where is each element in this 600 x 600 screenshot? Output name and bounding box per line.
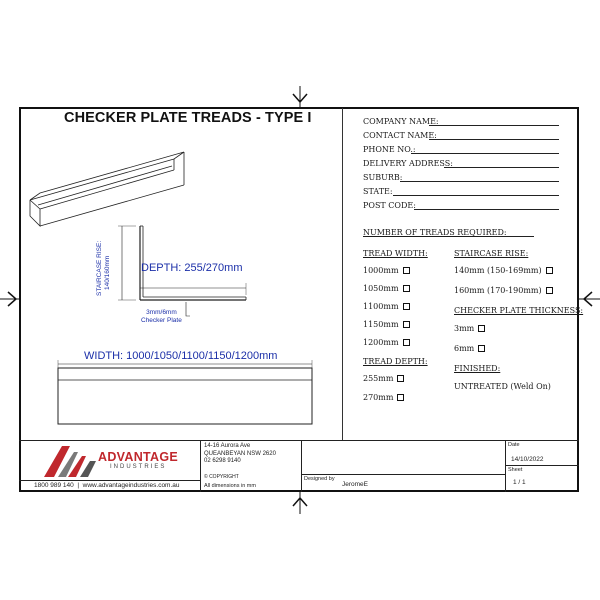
- tread-depth-option-label: 255mm: [363, 374, 394, 383]
- tread-width-option-1200[interactable]: [363, 338, 410, 347]
- copyright-note: © COPYRIGHT: [204, 474, 239, 480]
- field-state-label: STATE:: [363, 187, 393, 196]
- treads-required-label: NUMBER OF TREADS REQUIRED:: [363, 228, 507, 237]
- contact-name-input-line[interactable]: [429, 139, 559, 140]
- title-block-designed-rule: [301, 474, 505, 475]
- tread-depth-heading: TREAD DEPTH:: [363, 357, 428, 366]
- date-value: 14/10/2022: [511, 456, 544, 463]
- field-suburb-label: SUBURB:: [363, 173, 403, 182]
- treads-required-input-line[interactable]: [492, 236, 534, 237]
- tread-depth-option-label: 270mm: [363, 393, 394, 402]
- staircase-rise-heading: STAIRCASE RISE:: [454, 249, 529, 258]
- staircase-rise-label: [96, 238, 120, 298]
- title-block-divider-1: [200, 440, 201, 492]
- plate-thickness-heading: CHECKER PLATE THICKNESS:: [454, 306, 584, 315]
- suburb-input-line[interactable]: [400, 181, 559, 182]
- address-line-1: 14-16 Aurora Ave: [204, 443, 251, 449]
- field-contact-name: [363, 131, 437, 140]
- drawing-title: CHECKER PLATE TREADS - TYPE I: [64, 110, 312, 126]
- drawing-form-divider: [342, 108, 343, 440]
- staircase-rise-option-160[interactable]: [454, 286, 553, 295]
- field-company-name-label: COMPANY NAME:: [363, 117, 439, 126]
- checkbox[interactable]: [403, 267, 410, 274]
- staircase-rise-option-label: 140mm (150-169mm): [454, 266, 542, 275]
- registration-arrow-bottom-icon: [290, 492, 310, 514]
- plate-thickness-option-label: 3mm: [454, 324, 475, 333]
- checkbox[interactable]: [397, 394, 404, 401]
- checker-plate-label-line-1: 3mm/6mm: [146, 309, 177, 316]
- registration-arrow-top-icon: [290, 86, 310, 108]
- tread-width-option-label: 1150mm: [363, 320, 399, 329]
- registration-arrow-left-icon: [0, 289, 20, 309]
- address-line-3: 02 6298 9140: [204, 458, 241, 464]
- width-dimension-label: WIDTH: 1000/1050/1100/1150/1200mm: [84, 350, 278, 362]
- post-code-input-line[interactable]: [414, 209, 559, 210]
- title-block-divider-3: [505, 440, 506, 492]
- depth-dimension-label: DEPTH: 255/270mm: [141, 262, 243, 274]
- plate-thickness-option-3mm[interactable]: [454, 324, 485, 333]
- tread-width-option-1050[interactable]: [363, 284, 410, 293]
- field-state: [363, 187, 393, 196]
- checkbox[interactable]: [403, 303, 410, 310]
- checkbox[interactable]: [397, 375, 404, 382]
- title-block-date-rule: [505, 465, 579, 466]
- field-company-name: [363, 117, 439, 126]
- staircase-rise-option-label: 160mm (170-190mm): [454, 286, 542, 295]
- phone-input-line[interactable]: [411, 153, 559, 154]
- company-phone-website: 1800 989 140 | www.advantageindustries.com.au: [34, 482, 180, 489]
- checkbox[interactable]: [403, 339, 410, 346]
- title-block-top-rule: [19, 440, 579, 441]
- field-phone: [363, 145, 416, 154]
- company-name-input-line[interactable]: [429, 125, 559, 126]
- plate-thickness-option-6mm[interactable]: [454, 344, 485, 353]
- finished-heading: FINISHED:: [454, 364, 501, 373]
- checkbox[interactable]: [478, 325, 485, 332]
- tread-width-option-1150[interactable]: [363, 320, 410, 329]
- checkbox[interactable]: [546, 267, 553, 274]
- title-block-divider-2: [301, 440, 302, 492]
- tread-width-option-1100[interactable]: [363, 302, 410, 311]
- checker-plate-label-line-2: Checker Plate: [141, 317, 182, 324]
- date-label: Date: [508, 442, 520, 448]
- staircase-rise-option-140[interactable]: [454, 266, 553, 275]
- field-post-code-label: POST CODE:: [363, 201, 416, 210]
- tread-width-option-label: 1050mm: [363, 284, 399, 293]
- finished-value: UNTREATED (Weld On): [454, 382, 551, 391]
- dimensions-note: All dimensions in mm: [204, 483, 256, 489]
- title-block-logo-rule: [19, 480, 200, 481]
- checkbox[interactable]: [403, 285, 410, 292]
- field-post-code: [363, 201, 416, 210]
- staircase-rise-label-line-2: 140/160mm: [104, 255, 111, 290]
- address-line-2: QUEANBEYAN NSW 2620: [204, 450, 276, 457]
- checkbox[interactable]: [403, 321, 410, 328]
- designed-by-value: JeromeE: [342, 481, 369, 488]
- field-delivery-address: [363, 159, 453, 168]
- staircase-rise-label-line-1: STAIRCASE RISE:: [96, 240, 103, 296]
- checker-plate-label: [141, 309, 182, 325]
- sheet-label: Sheet: [508, 467, 523, 473]
- tread-front-view: [54, 358, 316, 430]
- logo-wordmark: ADVANTAGE: [98, 450, 179, 464]
- state-input-line[interactable]: [393, 195, 559, 196]
- tread-depth-option-255[interactable]: [363, 374, 404, 383]
- tread-width-option-label: 1100mm: [363, 302, 399, 311]
- field-phone-label: PHONE NO.:: [363, 145, 416, 154]
- plate-thickness-option-label: 6mm: [454, 344, 475, 353]
- field-contact-name-label: CONTACT NAME:: [363, 131, 437, 140]
- designed-by-label: Designed by: [304, 476, 335, 482]
- field-delivery-address-label: DELIVERY ADDRESS:: [363, 159, 453, 168]
- tread-width-option-1000[interactable]: [363, 266, 410, 275]
- advantage-logo-icon: [42, 444, 98, 478]
- checkbox[interactable]: [546, 287, 553, 294]
- tread-width-option-label: 1000mm: [363, 266, 399, 275]
- address-block: [204, 443, 276, 466]
- logo-subtitle: INDUSTRIES: [110, 464, 167, 470]
- field-suburb: [363, 173, 402, 182]
- tread-width-option-label: 1200mm: [363, 338, 399, 347]
- sheet-value: 1 / 1: [513, 479, 526, 486]
- tread-depth-option-270[interactable]: [363, 393, 404, 402]
- tread-width-heading: TREAD WIDTH:: [363, 249, 428, 258]
- delivery-address-input-line[interactable]: [444, 167, 559, 168]
- checkbox[interactable]: [478, 345, 485, 352]
